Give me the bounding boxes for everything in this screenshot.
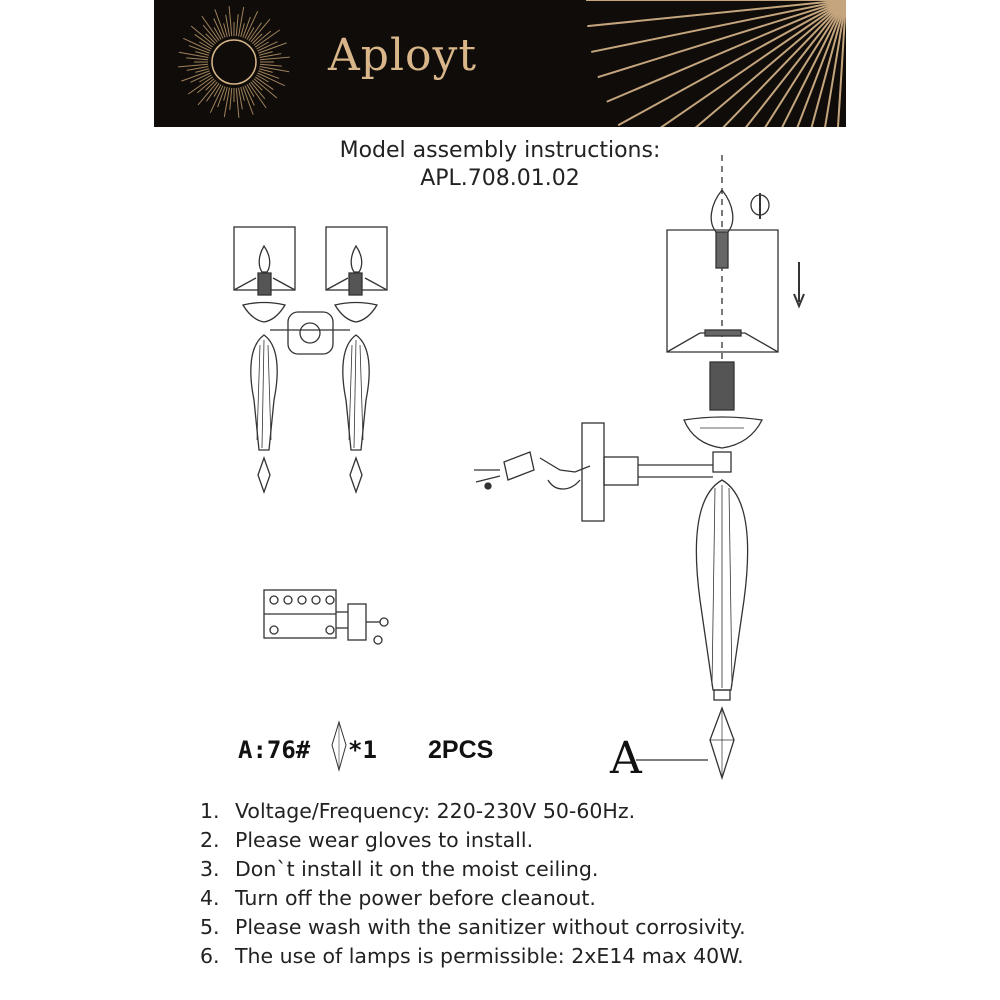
part-pieces: 2PCS	[428, 736, 494, 764]
instructions-list	[200, 797, 746, 971]
list-item: 6. The use of lamps is permissible: 2xE14 max 40W.	[200, 944, 744, 968]
socket-left	[258, 273, 271, 295]
part-quantity: *1	[348, 736, 377, 764]
cup-left	[243, 303, 285, 323]
bulb-right	[351, 246, 361, 272]
callout-label: A	[610, 733, 642, 784]
wall-plate	[288, 312, 333, 354]
list-item: 2. Please wear gloves to install.	[200, 828, 534, 852]
list-item: 3. Don`t install it on the moist ceiling.	[200, 857, 599, 881]
bulb-base	[716, 232, 728, 268]
exploded-view-drawing	[474, 155, 804, 778]
bulb-left	[259, 246, 269, 272]
mounting-bracket	[504, 452, 534, 480]
front-view-drawing	[234, 227, 387, 492]
crystal-right	[350, 458, 362, 492]
rotate-icon	[751, 193, 769, 219]
wall-mount-plate	[582, 423, 604, 521]
list-item: 4. Turn off the power before cleanout.	[200, 886, 596, 910]
cup-right	[335, 303, 377, 323]
collar	[713, 452, 731, 472]
down-arrow-icon	[794, 262, 804, 306]
list-item: 1. Voltage/Frequency: 220-230V 50-60Hz.	[200, 799, 636, 823]
model-number: APL.708.01.02	[420, 166, 580, 191]
crystal-left	[258, 458, 270, 492]
socket-right	[349, 273, 362, 295]
page-title: Model assembly instructions:	[339, 138, 661, 163]
wiring-diagram	[264, 590, 388, 644]
cup-exploded	[684, 417, 762, 448]
brand-logo-text: Aployt	[328, 30, 478, 81]
part-code: A:76#	[238, 736, 311, 764]
socket-exploded	[710, 362, 734, 410]
list-item: 5. Please wash with the sanitizer without corrosivity.	[200, 915, 746, 939]
